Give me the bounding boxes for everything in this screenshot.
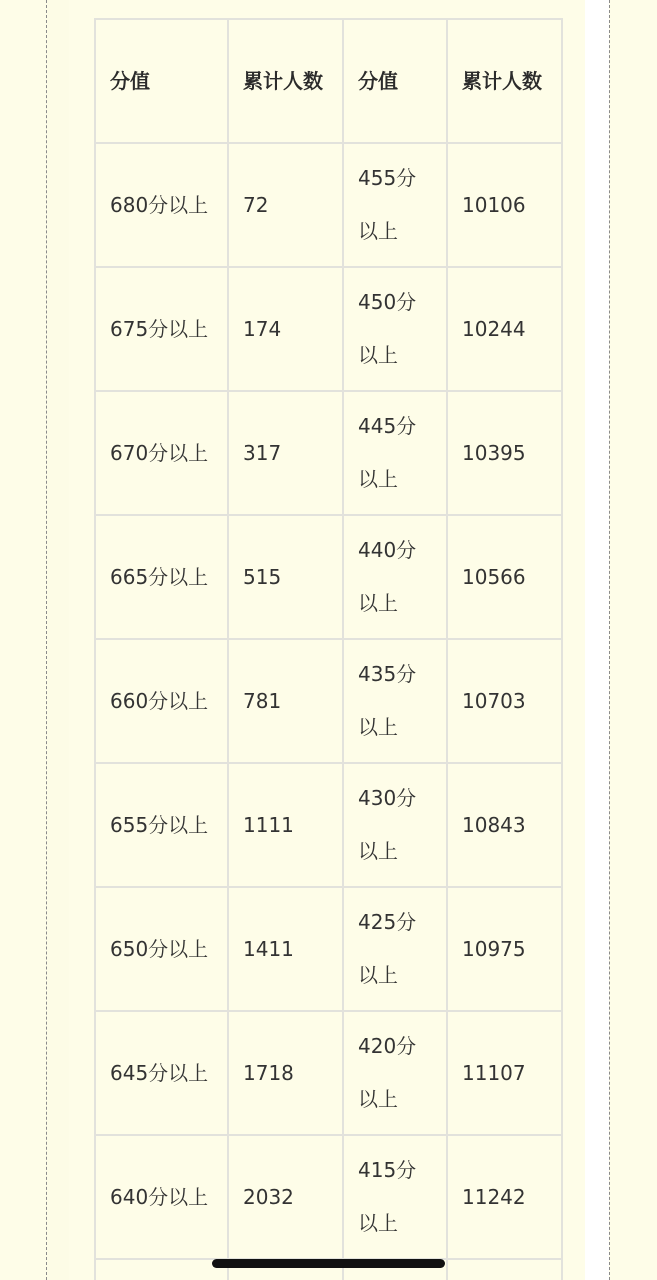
left-margin xyxy=(47,0,69,1280)
cell-count: 10566 xyxy=(447,515,562,639)
cell-score: 640分以上 xyxy=(95,1135,228,1259)
right-margin xyxy=(585,0,609,1280)
cell-count: 10975 xyxy=(447,887,562,1011)
table-row xyxy=(95,143,562,267)
cell-score: 665分以上 xyxy=(95,515,228,639)
cell-count: 72 xyxy=(228,143,343,267)
score-table xyxy=(94,18,563,1280)
cell-count: 10703 xyxy=(447,639,562,763)
cell-count: 2032 xyxy=(228,1135,343,1259)
cell-count: 10395 xyxy=(447,391,562,515)
cell-score: 680分以上 xyxy=(95,143,228,267)
cell-count: 11242 xyxy=(447,1135,562,1259)
cell-count: 1111 xyxy=(228,763,343,887)
table-row xyxy=(95,763,562,887)
cell-empty xyxy=(447,1259,562,1280)
cell-count: 174 xyxy=(228,267,343,391)
header-cumulative-2: 累计人数 xyxy=(447,19,562,143)
cell-score: 455分以上 xyxy=(343,143,447,267)
table-row xyxy=(95,515,562,639)
cell-count: 10843 xyxy=(447,763,562,887)
cell-score: 650分以上 xyxy=(95,887,228,1011)
table-row xyxy=(95,1011,562,1135)
cell-score: 415分以上 xyxy=(343,1135,447,1259)
cell-count: 781 xyxy=(228,639,343,763)
cell-score: 670分以上 xyxy=(95,391,228,515)
table-row xyxy=(95,267,562,391)
left-dashed-border xyxy=(46,0,47,1280)
cell-score: 450分以上 xyxy=(343,267,447,391)
cell-count: 1411 xyxy=(228,887,343,1011)
cell-score: 675分以上 xyxy=(95,267,228,391)
right-dashed-border xyxy=(609,0,610,1280)
cell-count: 10106 xyxy=(447,143,562,267)
cell-count: 317 xyxy=(228,391,343,515)
table-row xyxy=(95,1135,562,1259)
cell-count: 10244 xyxy=(447,267,562,391)
table-header-row xyxy=(95,19,562,143)
cell-score: 445分以上 xyxy=(343,391,447,515)
cell-score: 440分以上 xyxy=(343,515,447,639)
header-score-2: 分值 xyxy=(343,19,447,143)
table-row xyxy=(95,887,562,1011)
cell-score: 435分以上 xyxy=(343,639,447,763)
table-row xyxy=(95,639,562,763)
header-cumulative-1: 累计人数 xyxy=(228,19,343,143)
article-content xyxy=(69,0,585,1280)
home-indicator[interactable] xyxy=(212,1259,445,1268)
cell-score: 660分以上 xyxy=(95,639,228,763)
cell-score: 645分以上 xyxy=(95,1011,228,1135)
cell-score: 655分以上 xyxy=(95,763,228,887)
cell-count: 515 xyxy=(228,515,343,639)
header-score-1: 分值 xyxy=(95,19,228,143)
cell-count: 1718 xyxy=(228,1011,343,1135)
cell-score: 425分以上 xyxy=(343,887,447,1011)
cell-score: 420分以上 xyxy=(343,1011,447,1135)
table-row xyxy=(95,391,562,515)
cell-score: 430分以上 xyxy=(343,763,447,887)
cell-count: 11107 xyxy=(447,1011,562,1135)
cell-empty xyxy=(95,1259,228,1280)
